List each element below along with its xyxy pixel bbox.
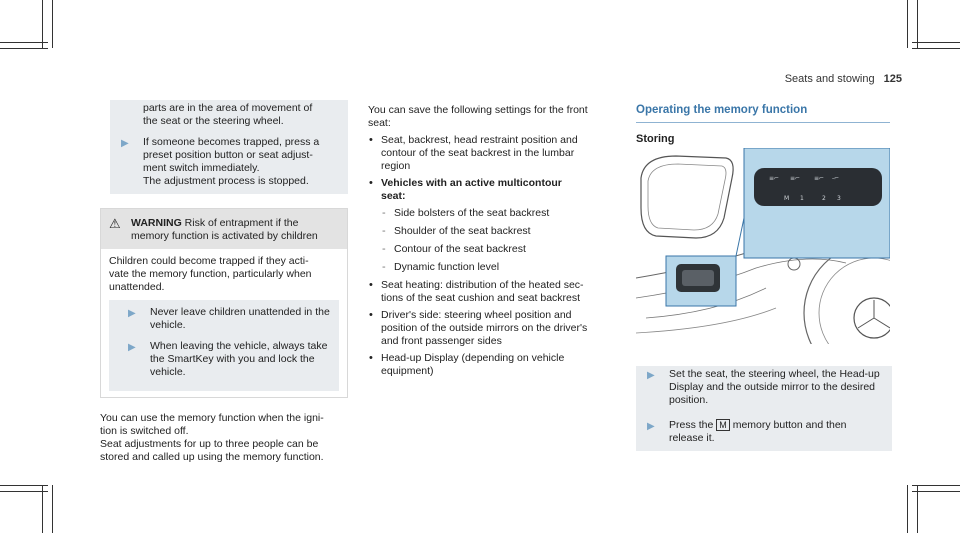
- text-line: The adjustment process is stopped.: [143, 175, 309, 187]
- sublist-item: - Side bolsters of the seat backrest: [381, 207, 623, 220]
- figure-label-1: 1: [800, 195, 804, 202]
- text-line: the seat or the steering wheel.: [143, 115, 284, 127]
- text-line: tions of the seat cushion and seat backrest: [381, 292, 581, 304]
- section-title: Operating the memory function: [636, 104, 890, 123]
- sublist-item: - Shoulder of the seat backrest: [381, 225, 623, 238]
- crop-mark: [912, 491, 960, 492]
- memory-button-icon: M: [716, 419, 730, 431]
- text-line: Set the seat, the steering wheel, the Head-up: [669, 368, 880, 380]
- warning-box: [100, 208, 348, 398]
- text-line: position of the outside mirrors on the driver's: [381, 322, 588, 334]
- svg-text:≡⌐: ≡⌐: [769, 175, 780, 182]
- text-line: You can save the following settings for the front: [368, 104, 588, 116]
- sublist-item: - Contour of the seat backrest: [381, 243, 623, 256]
- warning-label: WARNING: [131, 217, 182, 229]
- step-arrow-icon: ▶: [121, 138, 129, 149]
- column-middle: [368, 104, 623, 382]
- figure-label-2: 2: [822, 195, 826, 202]
- crop-mark: [0, 42, 48, 43]
- text-line: seat:: [381, 190, 406, 202]
- text-line: contour of the seat backrest in the lumbar: [381, 147, 575, 159]
- step-arrow-icon: ▶: [128, 342, 136, 353]
- crop-mark: [0, 491, 48, 492]
- text-line: • Seat, backrest, head restraint position and: [381, 134, 578, 146]
- svg-text:-⌐: -⌐: [832, 175, 840, 182]
- text-line: When leaving the vehicle, always take: [150, 340, 328, 352]
- step-item: [117, 134, 348, 194]
- text-line: vehicle.: [150, 366, 186, 378]
- door-panel-svg: [636, 148, 890, 344]
- step-arrow-icon: ▶: [647, 421, 655, 432]
- svg-text:≡⌐: ≡⌐: [790, 175, 801, 182]
- storing-steps: [636, 366, 892, 451]
- step-arrow-icon: ▶: [128, 308, 136, 319]
- memory-button-illustration: [636, 148, 890, 344]
- crop-mark: [42, 0, 43, 48]
- step-item: [643, 366, 892, 413]
- crop-mark: [912, 485, 960, 486]
- step-arrow-icon: [117, 102, 143, 128]
- step-arrow-icon: ▶: [647, 370, 655, 381]
- list-item: [368, 309, 623, 348]
- list-item: [368, 177, 623, 274]
- subsection-title: Storing: [636, 133, 675, 145]
- text-line: the SmartKey with you and lock the: [150, 353, 315, 365]
- crop-mark: [912, 48, 960, 49]
- crop-mark: [52, 485, 53, 533]
- warning-header: [101, 209, 347, 249]
- text-line: ment switch immediately.: [143, 162, 260, 174]
- crop-mark: [917, 485, 918, 533]
- list-item: [368, 279, 623, 305]
- warning-steps: [109, 300, 339, 391]
- text-line: preset position button or seat adjust-: [143, 149, 313, 161]
- sublist-item: - Dynamic function level: [381, 261, 623, 274]
- crop-mark: [42, 485, 43, 533]
- text-line: • Head-up Display (depending on vehicle: [381, 352, 565, 364]
- figure-label-3: 3: [837, 195, 841, 202]
- step-list: [636, 366, 892, 451]
- figure-label-m: M: [784, 195, 790, 202]
- crop-mark: [907, 485, 908, 533]
- text-line: stored and called up using the memory function.: [100, 451, 324, 463]
- text-line: tion is switched off.: [100, 425, 189, 437]
- step-item: [116, 338, 339, 385]
- text-line: • Driver's side: steering wheel position and: [381, 309, 572, 321]
- text-line: • Vehicles with an active multicontour: [381, 177, 562, 189]
- warning-title: Risk of entrapment if the: [181, 217, 299, 229]
- text-line: vate the memory function, particularly when: [109, 268, 312, 280]
- text-line: seat:: [368, 117, 391, 129]
- crop-mark: [52, 0, 53, 48]
- text-line: equipment): [381, 365, 434, 377]
- list-item: [368, 352, 623, 378]
- crop-mark: [0, 485, 48, 486]
- column-right: [636, 104, 890, 146]
- running-header: [785, 73, 902, 85]
- text-line: and front passenger sides: [381, 335, 502, 347]
- text-line: region: [381, 160, 411, 172]
- text-line: Seat adjustments for up to three people can be: [100, 438, 319, 450]
- crop-mark: [0, 48, 48, 49]
- text-line: Never leave children unattended in the: [150, 306, 330, 318]
- text-line: • Seat heating: distribution of the heated sec-: [381, 279, 584, 291]
- text-line: position.: [669, 394, 709, 406]
- text-line: parts are in the area of movement of: [143, 102, 313, 114]
- text-line: You can use the memory function when the igni-: [100, 412, 324, 424]
- crop-mark: [907, 0, 908, 48]
- text-line: release it.: [669, 432, 715, 444]
- text-line: If someone becomes trapped, press a: [143, 136, 320, 148]
- step-list: [110, 100, 348, 194]
- step-item: [117, 100, 348, 134]
- crop-mark: [917, 0, 918, 48]
- warning-body: [101, 249, 347, 397]
- text-span: memory button and then: [729, 419, 847, 431]
- svg-text:≡⌐: ≡⌐: [814, 175, 825, 182]
- list-item: [368, 134, 623, 173]
- sublist: [381, 207, 623, 274]
- warning-triangle-icon: ⚠: [109, 216, 121, 231]
- warning-title-line: memory function is activated by children: [131, 230, 318, 242]
- crop-mark: [912, 42, 960, 43]
- text-line: Display and the outside mirror to the desired: [669, 381, 876, 393]
- paragraph: [100, 412, 348, 464]
- step-item: [643, 413, 892, 451]
- text-line: unattended.: [109, 281, 165, 293]
- text-span: Press the: [669, 419, 717, 431]
- text-line: Children could become trapped if they acti-: [109, 255, 309, 267]
- text-line: vehicle.: [150, 319, 186, 331]
- page-number: 125: [883, 73, 902, 85]
- section-name: Seats and stowing: [784, 73, 875, 85]
- settings-list: [368, 134, 623, 378]
- step-item: [116, 304, 339, 338]
- column-left: [100, 100, 348, 464]
